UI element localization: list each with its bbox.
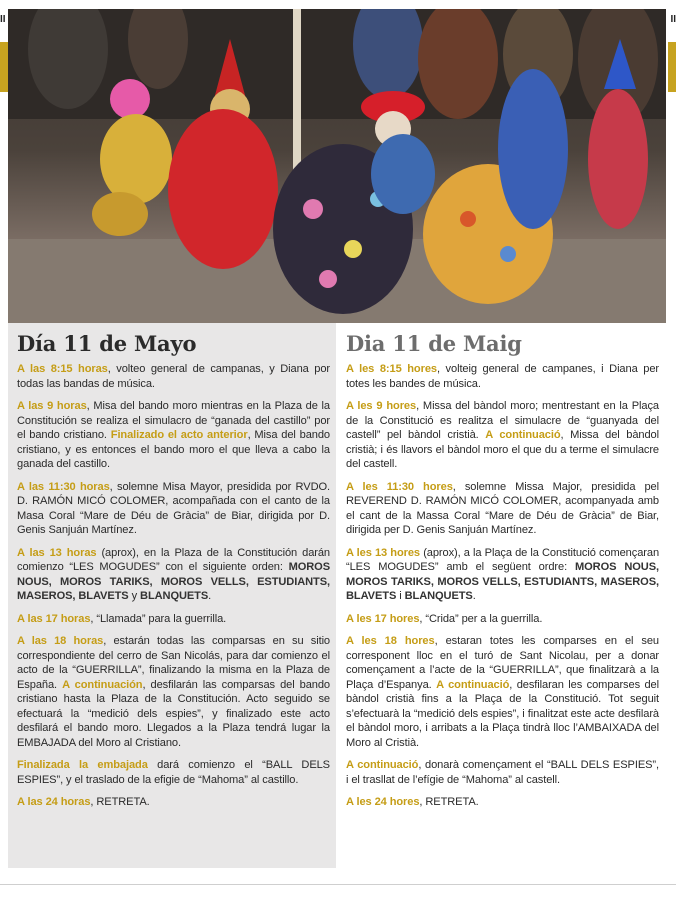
comparsa-blanquets: BLANQUETS xyxy=(404,590,473,602)
valencian-paragraph-5 xyxy=(346,612,659,627)
text: , “Llamada” para la guerrilla. xyxy=(90,612,227,625)
valencian-paragraph-7 xyxy=(346,758,659,787)
time-label: A les 17 hores xyxy=(346,612,420,625)
text: , Misa del bando cristiano, y es entonces el bando moro el que lleva a cabo la ganada del castillo. xyxy=(17,429,331,470)
time-label: A les 11:30 hores xyxy=(346,480,453,493)
text: (aprox), en la Plaza de la Constitución darán comienzo “LES MOGUDES” con el siguiente orden: xyxy=(17,546,330,573)
valencian-column xyxy=(337,323,665,868)
text: , volteig general de campanes, i Diana per totes les bandes de música. xyxy=(346,363,659,390)
text: . xyxy=(472,590,476,602)
text: , volteo general de campanas, y Diana por todas las bandas de música. xyxy=(17,363,331,390)
spanish-paragraph-8 xyxy=(17,795,330,810)
right-edge-mark: II xyxy=(670,14,676,25)
text: , RETRETA. xyxy=(90,796,150,808)
highlight: A continuació xyxy=(485,429,561,441)
text: , Missa del bàndol moro; mentrestant en la Plaça de la Constitució es realitza el simulacre de “guanyada del castell” pel bàndol cristià. xyxy=(346,400,659,441)
valencian-paragraph-6 xyxy=(346,634,659,750)
spanish-paragraph-5 xyxy=(17,612,330,627)
left-edge-tab xyxy=(0,42,8,92)
time-label: A las 8:15 horas xyxy=(17,363,108,375)
time-label: A les 24 hores xyxy=(346,796,420,808)
text: , solemne Misa Mayor, presidida por RVDO. D. RAMÓN MICÓ COLOMER, acompañada con el canto de la Masa Coral “Mare de Déu de Gràcia” de Biar, dirigida por D. Genis Sanjuán Martínez. xyxy=(17,480,330,536)
festival-crowd-illustration xyxy=(8,9,666,323)
comparsas-list: MOROS NOUS, MOROS TARIKS, MOROS VELLS, ESTUDIANTS, MASEROS, BLAVETS xyxy=(17,561,330,602)
valencian-paragraph-1 xyxy=(346,362,659,391)
text: , desfilarán las comparsas del bando cristiano hasta la Plaza de la Constitución. Acto seguido se efectuará la “medició dels espies”, y finalizado este acto desfilará el bando moro. Llegados a la Plaza tendrá lugar la EMBAJADA del Moro al Cristiano. xyxy=(17,678,330,749)
spanish-column xyxy=(8,323,336,868)
right-edge-tab xyxy=(668,42,676,92)
comparsa-blanquets: BLANQUETS xyxy=(140,590,209,602)
valencian-paragraph-4 xyxy=(346,546,659,604)
time-label: A les 8:15 hores xyxy=(346,363,437,375)
spanish-paragraph-7 xyxy=(17,758,330,787)
highlight: Finalizada la embajada xyxy=(17,759,148,771)
time-label: A las 11:30 horas xyxy=(17,480,110,493)
spanish-paragraph-4 xyxy=(17,546,330,604)
time-label: A las 13 horas xyxy=(17,546,97,559)
text: i xyxy=(396,590,405,602)
time-label: A les 13 hores xyxy=(346,546,421,559)
time-label: A les 18 hores xyxy=(346,635,435,647)
spanish-paragraph-1 xyxy=(17,362,330,391)
text: y xyxy=(128,590,141,602)
time-label: A las 24 horas xyxy=(17,796,91,808)
spanish-heading: Día 11 de Mayo xyxy=(17,331,197,356)
highlight: A continuación xyxy=(62,678,143,691)
valencian-paragraph-3 xyxy=(346,480,659,538)
text: . xyxy=(208,590,212,602)
valencian-paragraph-2 xyxy=(346,399,659,472)
text: , estarán todas las comparsas en su sitio correspondiente del cerro de San Nicolás, para dar comienzo el acto de la “GUERRILLA”, finalizando la misma en la Plaza de España. xyxy=(17,635,330,691)
text: , solemne Missa Major, presidida pel REVEREND D. RAMÓN MICÓ COLOMER, acompanyada amb el cant de la Massa Coral “Mare de Déu de Gràcia” de Biar, dirigida per D. Genis Sanjuán Martínez. xyxy=(346,480,659,536)
festival-photo xyxy=(8,9,666,323)
text: , “Crida” per a la guerrilla. xyxy=(419,612,543,625)
text: dará comienzo el “BALL DELS ESPIES”, y el traslado de la efigie de “Mahoma” al castillo. xyxy=(17,759,330,786)
time-label: A las 17 horas xyxy=(17,612,91,625)
valencian-paragraph-8 xyxy=(346,795,659,810)
footer-divider xyxy=(0,884,676,885)
text: , Misa del bando moro mientras en la Plaza de la Constitución se realiza el simulacro de “ganada del castillo” por el bando cristiano. xyxy=(17,400,330,441)
time-label: A les 9 hores xyxy=(346,400,417,412)
text: (aprox), a la Plaça de la Constitució començaran “LES MOGUDES” amb el següent ordre: xyxy=(346,546,660,573)
valencian-heading: Dia 11 de Maig xyxy=(346,331,522,356)
time-label: A las 9 horas xyxy=(17,400,87,412)
highlight: A continuació xyxy=(436,678,510,691)
text: , RETRETA. xyxy=(419,796,479,808)
time-label: A las 18 horas xyxy=(17,635,104,647)
spanish-paragraph-2 xyxy=(17,399,330,472)
highlight: A continuació xyxy=(346,759,419,771)
comparses-list: MOROS NOUS, MOROS TARIKS, MOROS VELLS, ESTUDIANTS, MASEROS, BLAVETS xyxy=(346,561,660,602)
spanish-paragraph-6 xyxy=(17,634,330,750)
text: , desfilaran les comparses del bàndol cristià fins a la Plaça de la Constitució. Tot seguit s’efectuarà la “medició dels espies”, i finalitzat este acte desfilarà el bàndol moro, i arribats a la Plaça tindrà lloc l’AMBAIXADA del Moro al Cristià. xyxy=(346,678,659,749)
spanish-paragraph-3 xyxy=(17,480,330,538)
highlight: Finalizado el acto anterior xyxy=(110,429,248,441)
text: , estaran totes les comparses en el seu corresponent lloc en el turó de Sant Nicolau, per a donar començament a l’acte de la “GUERRILLA”, que finalitzarà a la Plaça d’Espanya. xyxy=(346,635,659,691)
text: , donarà començament el “BALL DELS ESPIES”, i el trasllat de l’efígie de “Mahoma” al castell. xyxy=(346,759,659,786)
text: , Missa del bàndol cristià; i és llavors el bàndol moro el que du a terme el simulacre del castell. xyxy=(346,429,659,470)
left-edge-mark: II xyxy=(0,14,6,25)
